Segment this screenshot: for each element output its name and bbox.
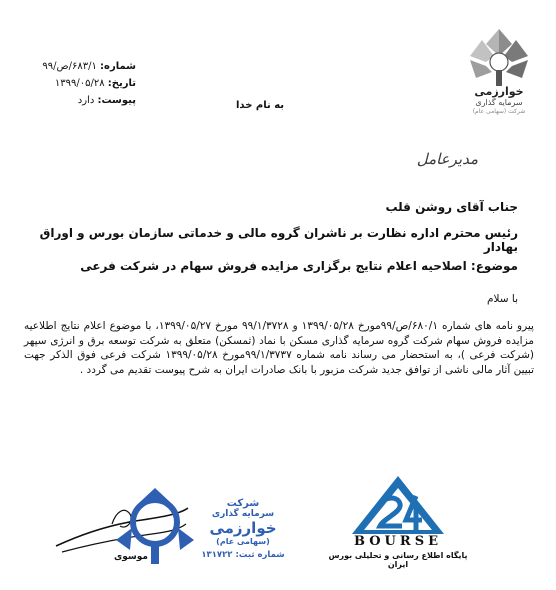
stamp-brand: خوارزمی bbox=[209, 519, 277, 537]
letter-date-value: ۱۳۹۹/۰۵/۲۸ bbox=[54, 78, 105, 89]
stamp-company: شرکت bbox=[226, 498, 260, 509]
letter-attachment-label: پیوست: bbox=[97, 95, 136, 106]
letter-subject: موضوع: اصلاحیه اعلام نتایج برگزاری مزایده فروش سهام در شرکت فرعی bbox=[80, 259, 518, 273]
letter-greeting: با سلام bbox=[486, 293, 518, 305]
company-logo bbox=[456, 26, 542, 126]
recipient-name: جناب آقای روشن قلب bbox=[385, 200, 518, 214]
addressee-title: مدیرعامل bbox=[416, 150, 478, 168]
letter-date-row bbox=[26, 75, 136, 92]
signer-name: موسوی bbox=[114, 552, 148, 562]
recipient-block bbox=[28, 200, 518, 254]
letter-number-value: ۶۸۳/۱/ص/۹۹ bbox=[42, 61, 97, 72]
company-stamp bbox=[80, 478, 285, 578]
recipient-role: رئیس محترم اداره نظارت بر ناشران گروه مالی و خدماتی سازمان بورس و اوراق بهادار bbox=[39, 226, 518, 254]
letter-number-label: شماره: bbox=[100, 61, 136, 72]
bourse-wordmark: BOURSE bbox=[354, 534, 442, 549]
stamp-registration: شماره ثبت: ۱۳۱۷۲۲ bbox=[201, 550, 285, 560]
letter-body: پیرو نامه های شماره ۶۸۰/۱/ص/۹۹مورخ ۱۳۹۹/۰۵/۲۸ و ۹۹/۱/۳۷۲۸ مورخ ۱۳۹۹/۰۵/۲۷، با موضوع اعلام نتایج اطلاعیه مزایده فروش سهام شرکت گروه سرمایه گذاری مسکن با نماد (ثمسکن) متعلق به شرکت توسعه برق و انرژی سپهر (شرکت فرعی )، به استحضار می رساند نامه شماره ۹۹/۱/۳۷۳۷مورخ ۱۳۹۹/۰۵/۲۸ شرکت فرعی فوق الذکر جهت تبیین آثار مالی ناشی از توافق جدید شرکت مزبور با بانک صادرات ایران به شرح پیوست تقدیم می گردد . bbox=[24, 320, 534, 376]
bourse-tagline: پایگاه اطلاع رسانی و تحلیلی بورس ایران bbox=[328, 551, 468, 569]
logo-note: شرکت (سهامی عام) bbox=[472, 108, 526, 115]
stamp-type: (سهامی عام) bbox=[216, 537, 270, 546]
stamp-line2: سرمایه گذاری bbox=[211, 509, 275, 519]
letter-attachment-row bbox=[26, 92, 136, 109]
letter-date-label: تاریخ: bbox=[107, 78, 136, 89]
logo-name: خوارزمی bbox=[474, 85, 524, 98]
logo-subtitle: سرمایه گذاری bbox=[475, 98, 523, 107]
stamp-text bbox=[188, 498, 298, 561]
letter-meta bbox=[26, 58, 136, 109]
bourse-logo bbox=[318, 474, 478, 569]
kharazmi-logo-icon bbox=[464, 26, 534, 88]
basmala: به نام خدا bbox=[236, 100, 285, 111]
letter-number-row bbox=[26, 58, 136, 75]
bourse-emblem-icon bbox=[350, 474, 446, 536]
letter-attachment-value: دارد bbox=[77, 95, 95, 106]
